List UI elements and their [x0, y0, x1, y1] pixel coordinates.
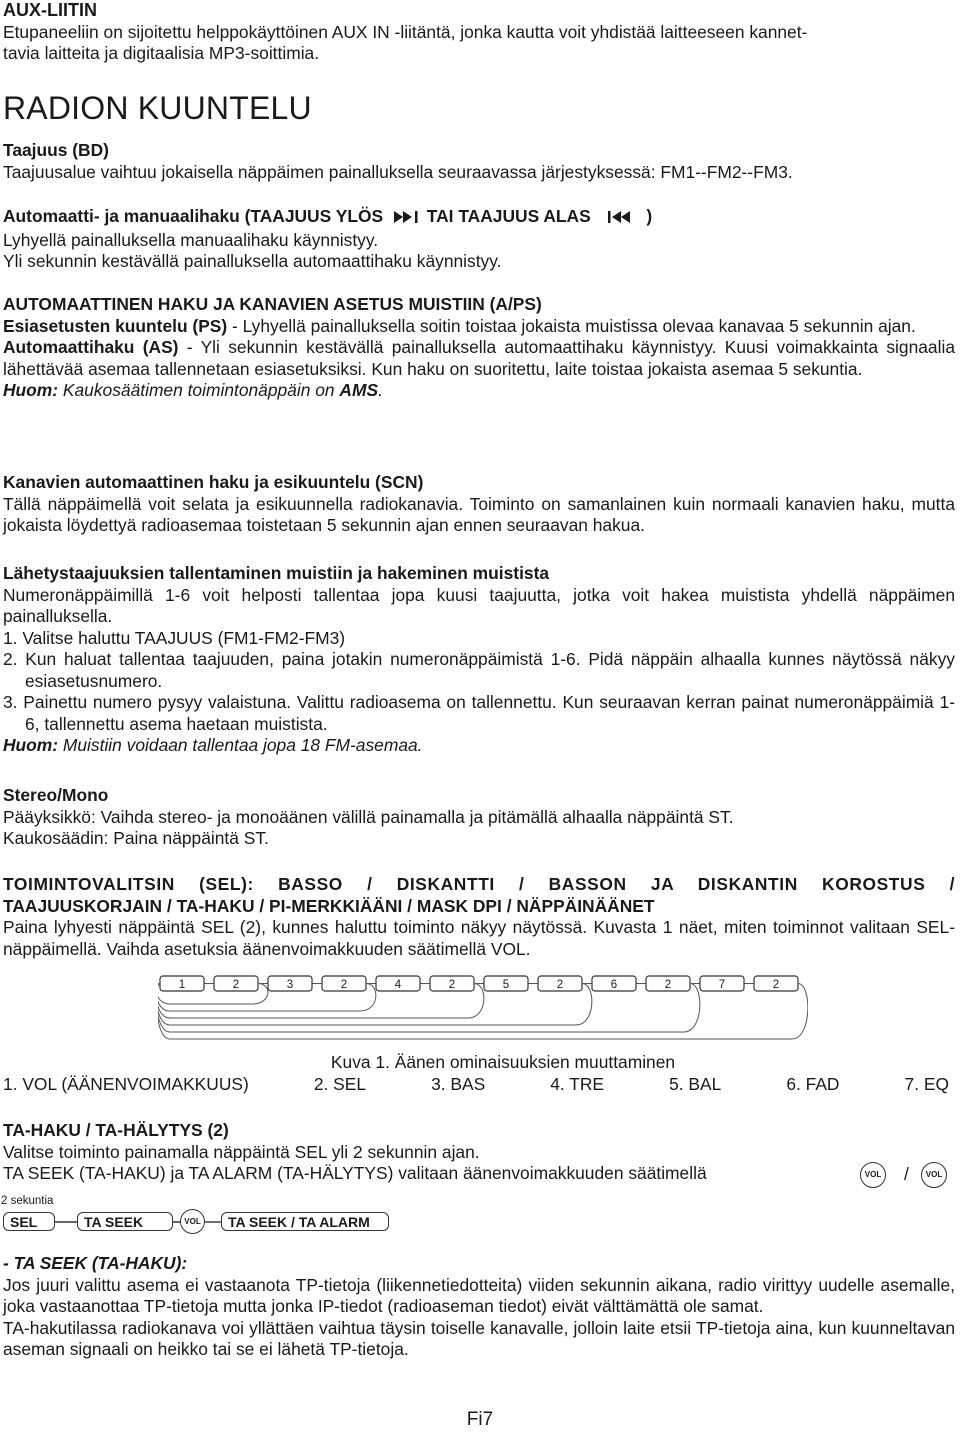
ta-section — [3, 1120, 955, 1185]
vol-knob-icon — [860, 1162, 886, 1188]
search-heading-part-up: Automaatti- ja manuaalihaku (TAAJUUS YLÖS — [3, 206, 384, 226]
radio-heading: RADION KUUNTELU — [3, 90, 312, 126]
sel-key-label: SEL — [10, 1213, 38, 1230]
vol-knob-icon — [921, 1162, 947, 1188]
presets-step-1: 1. Valitse haluttu TAAJUUS (FM1-FM2-FM3) — [3, 627, 346, 648]
presets-note-label: Huom: — [3, 735, 59, 755]
menu-tre: 4. TRE — [550, 1074, 605, 1094]
aps-note-ams: AMS — [339, 380, 379, 400]
stereo-section — [3, 785, 955, 850]
ta-slash: / — [904, 1164, 909, 1184]
sequence-box-label: 2 — [340, 979, 348, 991]
band-section — [3, 140, 955, 183]
menu-sel: 2. SEL — [313, 1074, 367, 1094]
presets-note-text: Muistiin voidaan tallentaa jopa 18 FM-asemaa. — [58, 735, 423, 755]
figure-caption: Kuva 1. Äänen ominaisuuksien muuttaminen — [330, 1052, 676, 1072]
aps-note-label: Huom: — [3, 380, 59, 400]
sel-sequence-diagram — [158, 970, 808, 1046]
scn-section — [3, 472, 955, 537]
sequence-box-label: 2 — [556, 979, 564, 991]
aux-section — [3, 0, 955, 65]
ps-text: - Lyhyellä painalluksella soitin toistaa jokaista muistissa olevaa kanavaa 5 sekunnin ajan. — [227, 315, 916, 336]
aux-line-1: Etupaneeliin on sijoitettu helppokäyttöinen AUX IN -liitäntä, jonka kautta voit yhdistää laitteeseen kannet- — [3, 21, 808, 42]
figure-menu — [3, 1074, 955, 1096]
scn-text: Tällä näppäimellä voit selata ja esikuunnella radiokanavia. Toiminto on samanlainen kuin normaali kanavien haku, mutta jokaista löydettyä radioasemaa toistetaan 5 sekunnin ajan ennen seuraavan hakua. — [3, 493, 955, 535]
ps-label: Esiasetusten kuuntelu (PS) — [3, 315, 228, 336]
as-label: Automaattihaku (AS) — [3, 337, 179, 357]
search-heading-close: ) — [646, 206, 653, 226]
taseek-heading: - TA SEEK (TA-HAKU): — [3, 1253, 188, 1273]
aps-section — [3, 294, 955, 402]
sequence-box-label: 4 — [394, 979, 402, 991]
vol-knob-label: VOL — [925, 1170, 943, 1180]
skip-forward-icon — [388, 208, 422, 230]
search-section — [3, 206, 955, 273]
search-line-1: Lyhyellä painalluksella manuaalihaku käynnistyy. — [3, 229, 379, 250]
sel-heading-line-1: TOIMINTOVALITSIN (SEL): BASSO / DISKANTTI / BASSON JA DISKANTIN KOROSTUS / — [3, 874, 955, 894]
ta-alarm-key-label: TA SEEK / TA ALARM — [228, 1213, 370, 1230]
aps-as-paragraph — [3, 337, 955, 380]
search-heading-part-down: TAI TAAJUUS ALAS — [426, 206, 591, 226]
stereo-line-1: Pääyksikkö: Vaihda stereo- ja monoäänen välillä painamalla ja pitämällä alhaalla näppäintä ST. — [3, 806, 734, 827]
menu-bas: 3. BAS — [431, 1074, 486, 1094]
page-number: Fi7 — [466, 1409, 494, 1430]
aps-note-text: Kaukosäätimen toimintonäppäin on — [58, 380, 340, 400]
menu-bal: 5. BAL — [669, 1074, 722, 1094]
presets-note — [3, 735, 955, 757]
taseek-para-2: TA-hakutilassa radiokanava voi yllättäen vaihtua täysin toiselle kanavalle, jolloin laite etsii TP-tietoja aina, kun kuunneltavan aseman signaali on heikko tai se ei lähetä TP-tietoja. — [3, 1317, 955, 1359]
aps-note-end: . — [378, 380, 383, 400]
aps-ps-paragraph — [3, 316, 955, 338]
aps-heading: AUTOMAATTINEN HAKU JA KANAVIEN ASETUS MUISTIIN (A/PS) — [3, 294, 542, 314]
sequence-box-label: 1 — [178, 979, 186, 991]
search-line-2: Yli sekunnin kestävällä painalluksella automaattihaku käynnistyy. — [3, 251, 502, 271]
menu-fad: 6. FAD — [786, 1074, 840, 1094]
band-heading: Taajuus (BD) — [3, 140, 109, 160]
sequence-box-label: 5 — [502, 979, 510, 991]
ta-heading: TA-HAKU / TA-HÄLYTYS (2) — [3, 1120, 229, 1140]
figure-menu-row — [3, 1074, 949, 1096]
aux-line-2: tavia laitteita ja digitaalisia MP3-soittimia. — [3, 43, 320, 63]
taseek-para-1: Jos juuri valittu asema ei vastaanota TP-tietoja (liikennetiedotteita) viiden sekunnin aikana, radio virittyy uudelle asemalle, joka vastaanottaa TP-tietoja mutta jonka IP-tiedot (radioaseman tiedot) eivät välttämättä ole samat. — [3, 1274, 955, 1316]
presets-intro: Numeronäppäimillä 1-6 voit helposti tallentaa jopa kuusi taajuutta, jotka voit hakea muistista yhdellä näppäimen painalluksella. — [3, 584, 955, 626]
ta-line-1: Valitse toiminto painamalla näppäintä SEL yli 2 sekunnin ajan. — [3, 1141, 480, 1162]
sel-section — [3, 874, 955, 960]
aps-note — [3, 380, 955, 402]
search-heading — [3, 206, 955, 230]
sel-heading-line-2: TAAJUUSKORJAIN / TA-HAKU / PI-MERKKIÄÄNI / MASK DPI / NÄPPÄINÄÄNET — [3, 895, 655, 916]
sequence-box-label: 6 — [610, 979, 618, 991]
presets-step-3: 3. Painettu numero pysyy valaistuna. Valittu radioasema on tallennettu. Kun seuraavan kerran painat numeronäppäimiä 1-6, tallennettu asema haetaan muistista. — [3, 692, 955, 734]
stereo-line-2: Kaukosäädin: Paina näppäintä ST. — [3, 828, 269, 848]
sequence-box-label: 3 — [286, 979, 294, 991]
vol-knob-label: VOL — [864, 1170, 882, 1180]
aux-heading: AUX-LIITIN — [3, 0, 97, 20]
presets-heading: Lähetystaajuuksien tallentaminen muistiin ja hakeminen muistista — [3, 563, 550, 583]
sequence-box-label: 2 — [772, 979, 780, 991]
menu-eq: 7. EQ — [904, 1074, 949, 1094]
vol-knob-label: VOL — [184, 1216, 201, 1226]
stereo-heading: Stereo/Mono — [3, 785, 109, 805]
sequence-box-label: 7 — [718, 979, 726, 991]
ta-line-2: TA SEEK (TA-HAKU) ja TA ALARM (TA-HÄLYTYS) valitaan äänenvoimakkuuden säätimellä — [3, 1163, 707, 1183]
band-text: Taajuusalue vaihtuu jokaisella näppäimen painalluksella seuraavassa järjestyksessä: FM1--FM2--FM3. — [3, 161, 793, 182]
ta-alarm-key-icon — [221, 1212, 389, 1231]
taseek-section — [3, 1253, 955, 1361]
two-seconds-label: 2 sekuntia — [1, 1195, 54, 1207]
vol-knob-icon — [180, 1209, 205, 1234]
presets-step-2: 2. Kun haluat tallentaa taajuuden, paina jotakin numeronäppäimistä 1-6. Pidä näppäin alhaalla kunnes näytössä näkyy esiasetusnumero. — [3, 649, 955, 691]
sequence-box-label: 2 — [232, 979, 240, 991]
figure-caption-wrap — [3, 1052, 960, 1074]
skip-back-icon — [596, 208, 642, 230]
ta-seek-key-icon — [77, 1212, 173, 1231]
menu-vol: 1. VOL (ÄÄNENVOIMAKKUUS) — [3, 1074, 249, 1094]
sequence-box-label: 2 — [448, 979, 456, 991]
sel-text: Paina lyhyesti näppäintä SEL (2), kunnes haluttu toiminto näkyy näytössä. Kuvasta 1 näet, miten toiminnot valitaan SEL-näppäimellä. Vaihda asetuksia äänenvoimakkuuden säätimellä VOL. — [3, 917, 955, 959]
sel-key-icon — [3, 1212, 55, 1231]
radio-section — [3, 90, 955, 126]
as-text: - Yli sekunnin kestävällä painalluksella automaattihaku käynnistyy. Kuusi voimakkainta signaalia lähettävää asemaa tallennetaan esiasetuksiksi. Kun haku on suoritettu, laite toistaa jokaista asemaa 5 sekuntia. — [3, 337, 956, 379]
scn-heading: Kanavien automaattinen haku ja esikuuntelu (SCN) — [3, 472, 424, 492]
sequence-box-label: 2 — [664, 979, 672, 991]
ta-seek-key-label: TA SEEK — [84, 1213, 144, 1230]
presets-section — [3, 563, 955, 757]
